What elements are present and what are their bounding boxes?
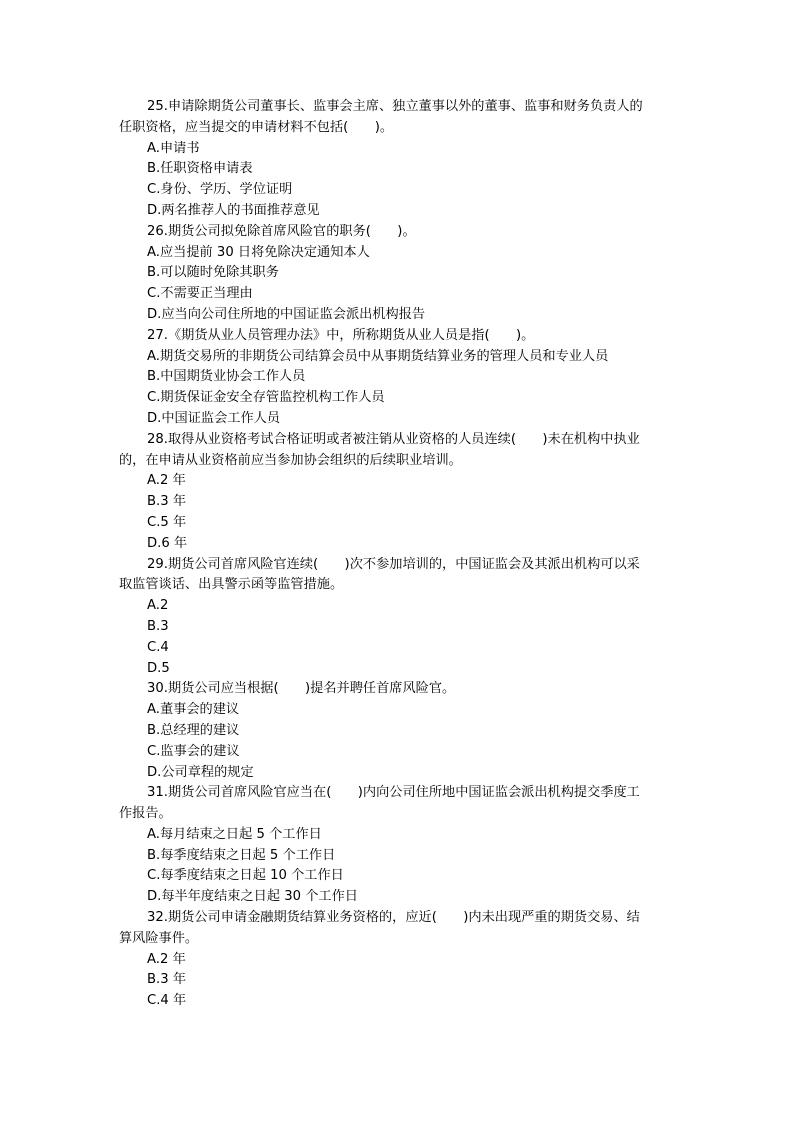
answer-option: B.可以随时免除其职务 bbox=[147, 265, 279, 281]
question-block bbox=[119, 908, 679, 1012]
question-stem-continuation: 的，在申请从业资格前应当参加协会组织的后续职业培训。 bbox=[119, 452, 462, 468]
question-block bbox=[119, 222, 679, 326]
question-stem: 28.取得从业资格考试合格证明或者被注销从业资格的人员连续( )未在机构中执业 bbox=[147, 431, 640, 447]
question-stem: 30.期货公司应当根据( )提名并聘任首席风险官。 bbox=[147, 681, 456, 697]
question-stem-continuation: 任职资格，应当提交的申请材料不包括( )。 bbox=[119, 119, 394, 135]
question-stem-continuation: 算风险事件。 bbox=[119, 930, 199, 946]
answer-option: A.2 年 bbox=[147, 951, 186, 967]
answer-option: A.应当提前 30 日将免除决定通知本人 bbox=[147, 244, 370, 260]
answer-option: A.2 bbox=[147, 598, 169, 614]
answer-option: C.监事会的建议 bbox=[147, 743, 240, 759]
question-stem: 29.期货公司首席风险官连续( )次不参加培训的，中国证监会及其派出机构可以采 bbox=[147, 556, 640, 572]
answer-option: A.董事会的建议 bbox=[147, 702, 240, 718]
question-block bbox=[119, 326, 679, 430]
question-block bbox=[119, 783, 679, 908]
answer-option: B.中国期货业协会工作人员 bbox=[147, 369, 306, 385]
question-stem-continuation: 取监管谈话、出具警示函等监管措施。 bbox=[119, 577, 344, 593]
question-stem: 26.期货公司拟免除首席风险官的职务( )。 bbox=[147, 223, 416, 239]
question-stem-continuation: 作报告。 bbox=[119, 806, 172, 822]
question-block bbox=[119, 430, 679, 555]
answer-option: A.2 年 bbox=[147, 473, 186, 489]
answer-option: A.期货交易所的非期货公司结算会员中从事期货结算业务的管理人员和专业人员 bbox=[147, 348, 609, 364]
answer-option: B.每季度结束之日起 5 个工作日 bbox=[147, 847, 336, 863]
answer-option: C.每季度结束之日起 10 个工作日 bbox=[147, 868, 344, 884]
answer-option: D.应当向公司住所地的中国证监会派出机构报告 bbox=[147, 306, 426, 322]
answer-option: D.6 年 bbox=[147, 535, 188, 551]
answer-option: D.两名推荐人的书面推荐意见 bbox=[147, 202, 320, 218]
answer-option: D.公司章程的规定 bbox=[147, 764, 254, 780]
answer-option: C.身份、学历、学位证明 bbox=[147, 182, 293, 198]
question-stem: 32.期货公司申请金融期货结算业务资格的，应近( )内未出现严重的期货交易、结 bbox=[147, 910, 640, 926]
answer-option: B.总经理的建议 bbox=[147, 722, 240, 738]
answer-option: B.3 年 bbox=[147, 972, 187, 988]
answer-option: D.5 bbox=[147, 660, 170, 676]
answer-option: C.5 年 bbox=[147, 514, 187, 530]
answer-option: D.中国证监会工作人员 bbox=[147, 410, 281, 426]
question-block bbox=[119, 555, 679, 680]
question-block bbox=[119, 679, 679, 783]
question-block bbox=[119, 97, 679, 222]
answer-option: B.3 年 bbox=[147, 494, 187, 510]
question-stem: 25.申请除期货公司董事长、监事会主席、独立董事以外的董事、监事和财务负责人的 bbox=[147, 99, 643, 114]
answer-option: C.4 年 bbox=[147, 993, 187, 1009]
question-list bbox=[119, 97, 679, 1012]
question-stem: 27.《期货从业人员管理办法》中，所称期货从业人员是指( )。 bbox=[147, 327, 535, 343]
answer-option: B.任职资格申请表 bbox=[147, 161, 253, 177]
answer-option: B.3 bbox=[147, 618, 169, 634]
answer-option: C.4 bbox=[147, 639, 169, 655]
question-stem: 31.期货公司首席风险官应当在( )内向公司住所地中国证监会派出机构提交季度工 bbox=[147, 785, 640, 801]
answer-option: D.每半年度结束之日起 30 个工作日 bbox=[147, 889, 358, 905]
answer-option: C.期货保证金安全存管监控机构工作人员 bbox=[147, 390, 385, 406]
answer-option: C.不需要正当理由 bbox=[147, 286, 253, 302]
answer-option: A.每月结束之日起 5 个工作日 bbox=[147, 826, 322, 842]
answer-option: A.申请书 bbox=[147, 140, 200, 156]
